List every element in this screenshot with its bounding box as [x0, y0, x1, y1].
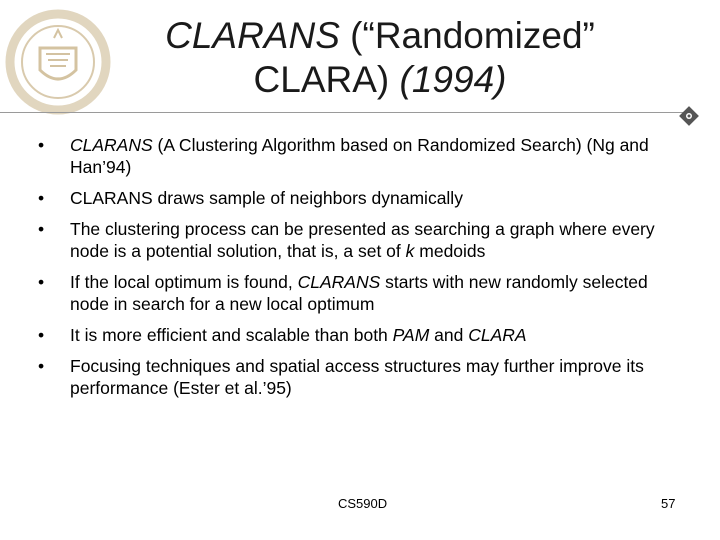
bullet-text-rest: (A Clustering Algorithm based on Randomized Search) (Ng and Han’94)	[70, 135, 649, 177]
bullet-italic: CLARANS	[70, 135, 153, 155]
bullet-italic: k	[405, 241, 415, 261]
bullet-text: It is more efficient and scalable than both	[70, 325, 393, 345]
bullet-italic: CLARANS	[297, 272, 381, 292]
bullet-item-2	[38, 187, 678, 209]
bullet-dot: •	[38, 272, 45, 292]
title-line-2	[120, 58, 640, 102]
bullet-dot: •	[38, 356, 45, 376]
slide-title	[120, 14, 640, 102]
bullet-item-5	[38, 324, 678, 346]
university-seal-icon	[2, 8, 114, 116]
bullet-text: Focusing techniques and spatial access structures may further improve its performance (Ester et al.’95)	[70, 356, 644, 398]
bullet-dot: •	[38, 219, 45, 239]
title-line-1	[120, 14, 640, 58]
title-divider	[0, 112, 690, 113]
bullet-list	[38, 134, 678, 408]
bullet-text: The clustering process can be presented as searching a graph where every node is a potential solution, that is, a set of	[70, 219, 655, 261]
bullet-text-rest: medoids	[414, 241, 486, 261]
title-rest-1: (“Randomized”	[339, 15, 595, 56]
bullet-dot: •	[38, 325, 45, 345]
bullet-text: If the local optimum is found,	[70, 272, 298, 292]
footer-course: CS590D	[338, 496, 388, 511]
bullet-dot: •	[38, 135, 45, 155]
bullet-text: CLARANS draws sample of neighbors dynamically	[70, 188, 463, 208]
bullet-dot: •	[38, 188, 45, 208]
bullet-text-rest: starts with new randomly selected node in search for a new local optimum	[70, 272, 648, 314]
bullet-item-4	[38, 271, 678, 315]
footer-page-number: 57	[661, 496, 676, 511]
title-italic-1: CLARANS	[165, 15, 340, 56]
bullet-italic: PAM	[392, 325, 430, 345]
bullet-item-3	[38, 218, 678, 262]
bullet-text-rest: and	[429, 325, 469, 345]
title-italic-2: (1994)	[399, 59, 507, 100]
bullet-italic-2: CLARA	[468, 325, 527, 345]
quill-ornament-icon	[679, 106, 699, 126]
bullet-item-1	[38, 134, 678, 178]
title-plain-2: CLARA)	[253, 59, 400, 100]
bullet-item-6	[38, 355, 678, 399]
